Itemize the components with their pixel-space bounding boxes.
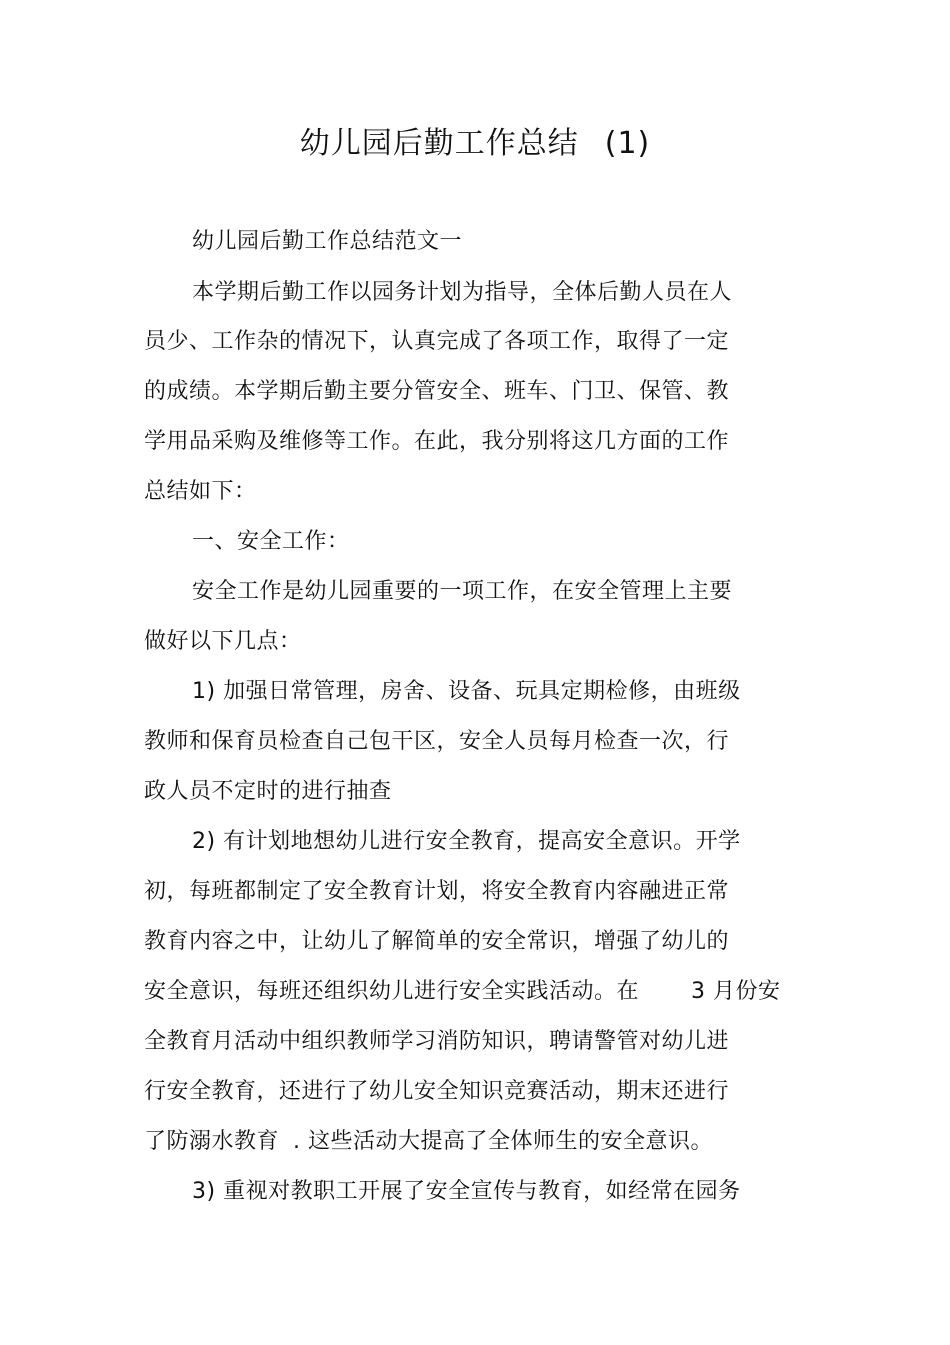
- paragraph-line: 1) 加强日常管理，房舍、设备、玩具定期检修，由班级: [192, 679, 741, 704]
- paragraph-line: 行安全教育，还进行了幼儿安全知识竞赛活动，期末还进行: [144, 1079, 730, 1104]
- paragraph-line: 教育内容之中，让幼儿了解简单的安全常识，增强了幼儿的: [144, 929, 730, 954]
- paragraph-line: 学用品采购及维修等工作。在此，我分别将这几方面的工作: [144, 429, 730, 454]
- paragraph-line: 员少、工作杂的情况下，认真完成了各项工作，取得了一定: [144, 329, 730, 354]
- paragraph-line: 2) 有计划地想幼儿进行安全教育，提高安全意识。开学: [192, 829, 741, 854]
- paragraph-line: 安全工作是幼儿园重要的一项工作，在安全管理上主要: [192, 579, 733, 604]
- line-segment: 了防溺水教育: [144, 1129, 280, 1154]
- title-number: (1): [604, 126, 651, 161]
- paragraph-line: 教师和保育员检查自己包干区，安全人员每月检查一次，行: [144, 729, 730, 754]
- paragraph-line: 政人员不定时的进行抽查: [144, 779, 392, 804]
- subtitle-line: 幼儿园后勤工作总结范文一: [192, 229, 463, 254]
- paragraph-line: 的成绩。本学期后勤主要分管安全、班车、门卫、保管、教: [144, 379, 730, 404]
- paragraph-line: 总结如下：: [144, 479, 257, 504]
- line-segment: 安全意识，每班还组织幼儿进行安全实践活动。在: [144, 979, 640, 1004]
- line-segment: 3 月份安: [691, 979, 781, 1004]
- document-title: [0, 122, 950, 166]
- section-heading: 一、安全工作：: [192, 529, 350, 554]
- paragraph-line: 初，每班都制定了安全教育计划，将安全教育内容融进正常: [144, 879, 730, 904]
- paragraph-line: 3) 重视对教职工开展了安全宣传与教育，如经常在园务: [192, 1179, 741, 1204]
- paragraph-line: 做好以下几点：: [144, 629, 302, 654]
- line-segment: . 这些活动大提高了全体师生的安全意识。: [293, 1129, 714, 1154]
- title-text: 幼儿园后勤工作总结: [299, 126, 579, 161]
- paragraph-line: [144, 1127, 713, 1157]
- paragraph-line: 本学期后勤工作以园务计划为指导，全体后勤人员在人: [192, 280, 733, 305]
- paragraph-line: [144, 977, 781, 1007]
- paragraph-line: 全教育月活动中组织教师学习消防知识，聘请警管对幼儿进: [144, 1029, 730, 1054]
